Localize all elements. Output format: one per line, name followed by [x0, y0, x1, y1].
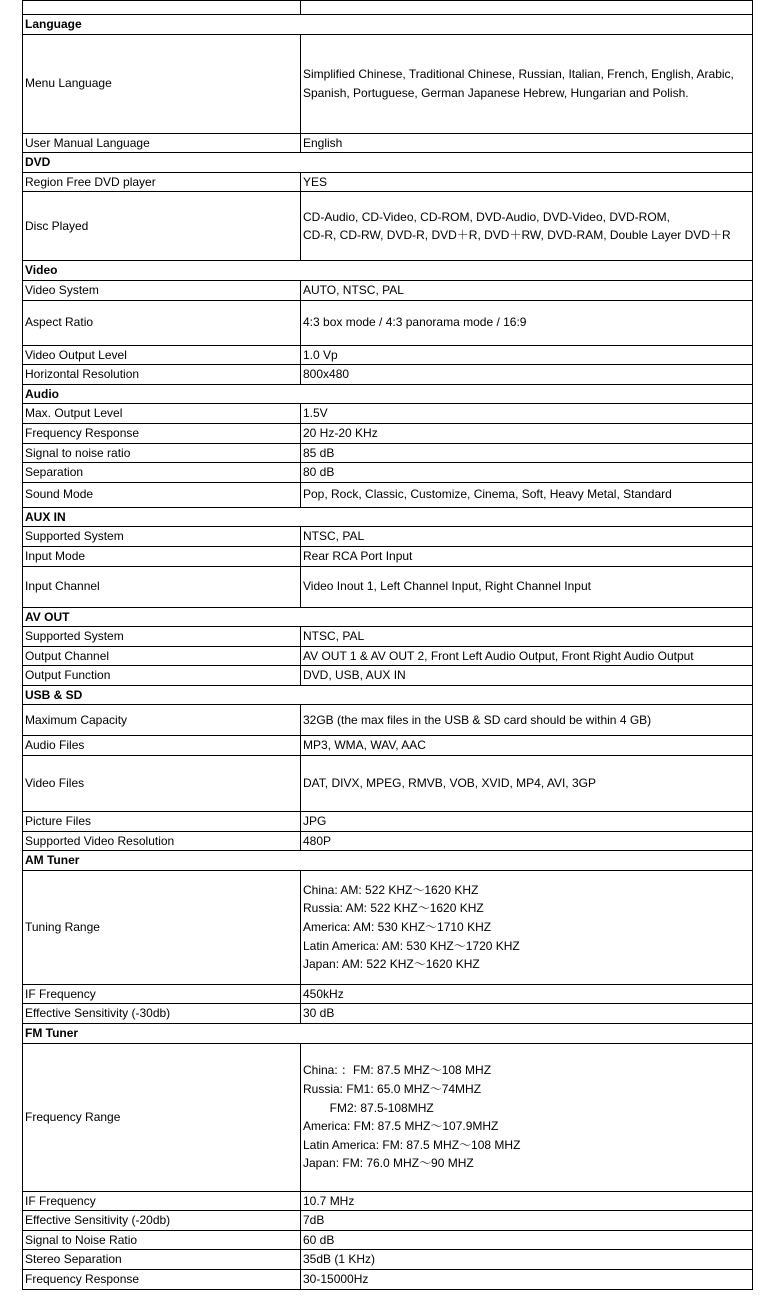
spec-value-line: JPG	[303, 814, 327, 829]
spec-label: Output Channel	[23, 646, 301, 666]
spec-row	[23, 133, 753, 153]
spec-label: Separation	[23, 463, 301, 483]
spec-table	[22, 0, 753, 1290]
section-title: Video	[23, 261, 753, 281]
section-title: AUX IN	[23, 507, 753, 527]
spec-value	[301, 1230, 753, 1250]
spec-value-line: 32GB (the max files in the USB & SD card should be within 4 GB)	[303, 713, 652, 728]
spec-value	[301, 627, 753, 647]
spec-row	[23, 463, 753, 483]
spec-row	[23, 365, 753, 385]
spec-row	[23, 812, 753, 832]
spec-value-line: 10.7 MHz	[303, 1193, 355, 1208]
spec-value-line: 450kHz	[303, 986, 344, 1001]
spec-label: Signal to Noise Ratio	[23, 1230, 301, 1250]
spec-value-line: YES	[303, 174, 328, 189]
spec-value-line: America: FM: 87.5 MHZ～107.9MHZ	[303, 1119, 499, 1134]
spec-row	[23, 280, 753, 300]
blank-cell	[301, 1, 753, 15]
spec-row	[23, 527, 753, 547]
spec-value	[301, 280, 753, 300]
spec-value-line: CD-Audio, CD-Video, CD-ROM, DVD-Audio, DVD-Video, DVD-ROM,	[303, 209, 670, 224]
spec-value	[301, 1211, 753, 1231]
spec-label: Video System	[23, 280, 301, 300]
spec-value-line: Pop, Rock, Classic, Customize, Cinema, Soft, Heavy Metal, Standard	[303, 487, 672, 502]
spec-label: Video Output Level	[23, 345, 301, 365]
spec-row	[23, 627, 753, 647]
spec-value-line: Rear RCA Port Input	[303, 548, 413, 563]
spec-row	[23, 345, 753, 365]
spec-value	[301, 133, 753, 153]
spec-row	[23, 870, 753, 984]
spec-row	[23, 831, 753, 851]
spec-value	[301, 443, 753, 463]
spec-label: Frequency Range	[23, 1043, 301, 1191]
spec-row	[23, 1250, 753, 1270]
section-header-row	[23, 1024, 753, 1044]
spec-value-line: 7dB	[303, 1213, 325, 1228]
spec-value-line: 35dB (1 KHz)	[303, 1252, 376, 1267]
spec-label: Input Mode	[23, 546, 301, 566]
spec-label: Tuning Range	[23, 870, 301, 984]
spec-value-line: 60 dB	[303, 1232, 335, 1247]
spec-label: Maximum Capacity	[23, 705, 301, 736]
spec-value-line: Simplified Chinese, Traditional Chinese, Russian, Italian, French, English, Arabic,	[303, 67, 734, 81]
spec-row	[23, 566, 753, 607]
spec-row	[23, 1004, 753, 1024]
spec-value-line: Japan: AM: 522 KHZ～1620 KHZ	[303, 957, 480, 972]
spec-row	[23, 482, 753, 507]
spec-label: User Manual Language	[23, 133, 301, 153]
section-header-row	[23, 851, 753, 871]
spec-label: IF Frequency	[23, 984, 301, 1004]
spec-value-line: AV OUT 1 & AV OUT 2, Front Left Audio Output, Front Right Audio Output	[303, 648, 694, 663]
spec-value	[301, 1191, 753, 1211]
spec-value	[301, 666, 753, 686]
spec-label: Supported System	[23, 527, 301, 547]
spec-value-line: MP3, WMA, WAV, AAC	[303, 738, 426, 753]
spec-value-line: Latin America: AM: 530 KHZ～1720 KHZ	[303, 938, 520, 953]
blank-cell	[23, 1, 301, 15]
section-title: Audio	[23, 384, 753, 404]
spec-row	[23, 756, 753, 812]
spec-value-line: English	[303, 135, 343, 150]
spec-label: Supported System	[23, 627, 301, 647]
spec-value	[301, 870, 753, 984]
section-title: USB & SD	[23, 685, 753, 705]
spec-value-line: 800x480	[303, 367, 350, 382]
spec-label: Menu Language	[23, 34, 301, 133]
spec-label: Aspect Ratio	[23, 300, 301, 345]
spec-label: Frequency Response	[23, 1270, 301, 1290]
spec-value-line: FM2: 87.5-108MHZ	[303, 1100, 434, 1115]
spec-value-line: 30 dB	[303, 1006, 335, 1021]
section-header-row	[23, 261, 753, 281]
spec-value	[301, 736, 753, 756]
spec-value-line: 85 dB	[303, 445, 335, 460]
spec-value	[301, 1004, 753, 1024]
spec-value	[301, 566, 753, 607]
spec-value-line: Spanish, Portuguese, German Japanese Hebrew, Hungarian and Polish.	[303, 85, 689, 100]
spec-label: Stereo Separation	[23, 1250, 301, 1270]
spec-value-line: America: AM: 530 KHZ～1710 KHZ	[303, 920, 492, 935]
spec-row	[23, 1230, 753, 1250]
spec-row	[23, 1270, 753, 1290]
spec-label: Video Files	[23, 756, 301, 812]
spec-label: Audio Files	[23, 736, 301, 756]
spec-value-line: 80 dB	[303, 465, 335, 480]
spec-value-line: Latin America: FM: 87.5 MHZ～108 MHZ	[303, 1137, 521, 1152]
spec-value	[301, 527, 753, 547]
section-header-row	[23, 685, 753, 705]
spec-value	[301, 404, 753, 424]
spec-row	[23, 34, 753, 133]
section-header-row	[23, 607, 753, 627]
blank-row	[23, 1, 753, 15]
spec-label: Max. Output Level	[23, 404, 301, 424]
spec-row	[23, 192, 753, 261]
spec-label: Horizontal Resolution	[23, 365, 301, 385]
section-header-row	[23, 384, 753, 404]
spec-row	[23, 736, 753, 756]
spec-label: Input Channel	[23, 566, 301, 607]
spec-value	[301, 463, 753, 483]
spec-label: Signal to noise ratio	[23, 443, 301, 463]
spec-value-line: 480P	[303, 833, 332, 848]
spec-row	[23, 423, 753, 443]
spec-row	[23, 1191, 753, 1211]
spec-value-line: NTSC, PAL	[303, 629, 365, 644]
spec-row	[23, 443, 753, 463]
spec-value-line: CD-R, CD-RW, DVD-R, DVD＋R, DVD＋RW, DVD-RAM, Double Layer DVD＋R	[303, 228, 731, 243]
spec-row	[23, 546, 753, 566]
spec-value	[301, 345, 753, 365]
spec-value	[301, 192, 753, 261]
section-title: FM Tuner	[23, 1024, 753, 1044]
spec-value-line: China: AM: 522 KHZ～1620 KHZ	[303, 882, 479, 897]
spec-value	[301, 300, 753, 345]
spec-value	[301, 705, 753, 736]
spec-value	[301, 423, 753, 443]
spec-label: Output Function	[23, 666, 301, 686]
spec-value-line: Russia: AM: 522 KHZ～1620 KHZ	[303, 901, 484, 916]
spec-value	[301, 546, 753, 566]
spec-row	[23, 705, 753, 736]
spec-value-line: 20 Hz-20 KHz	[303, 425, 378, 440]
spec-value-line: 30-15000Hz	[303, 1272, 369, 1286]
spec-value	[301, 1250, 753, 1270]
section-header-row	[23, 15, 753, 35]
spec-row	[23, 984, 753, 1004]
spec-label: Picture Files	[23, 812, 301, 832]
spec-value-line: Russia: FM1: 65.0 MHZ～74MHZ	[303, 1081, 482, 1096]
spec-value-line: China: ：FM: 87.5 MHZ～108 MHZ	[303, 1063, 492, 1078]
spec-value	[301, 482, 753, 507]
section-header-row	[23, 507, 753, 527]
spec-value-line: 1.0 Vp	[303, 347, 338, 362]
spec-row	[23, 646, 753, 666]
spec-row	[23, 404, 753, 424]
spec-row	[23, 300, 753, 345]
spec-label: Effective Sensitivity (-20db)	[23, 1211, 301, 1231]
spec-value	[301, 984, 753, 1004]
section-title: DVD	[23, 153, 753, 173]
spec-value	[301, 172, 753, 192]
spec-value	[301, 812, 753, 832]
spec-label: Effective Sensitivity (-30db)	[23, 1004, 301, 1024]
spec-value	[301, 1043, 753, 1191]
spec-value-line: DAT, DIVX, MPEG, RMVB, VOB, XVID, MP4, AVI, 3GP	[303, 776, 596, 791]
spec-value	[301, 1270, 753, 1290]
spec-row	[23, 666, 753, 686]
section-header-row	[23, 153, 753, 173]
spec-label: Region Free DVD player	[23, 172, 301, 192]
spec-value	[301, 34, 753, 133]
spec-value-line: 1.5V	[303, 406, 328, 421]
spec-value-line: Video Inout 1, Left Channel Input, Right Channel Input	[303, 579, 591, 594]
spec-value-line: AUTO, NTSC, PAL	[303, 282, 404, 297]
spec-value-line: NTSC, PAL	[303, 529, 365, 544]
spec-value	[301, 365, 753, 385]
spec-value	[301, 831, 753, 851]
spec-label: Sound Mode	[23, 482, 301, 507]
section-title: Language	[23, 15, 753, 35]
spec-label: Supported Video Resolution	[23, 831, 301, 851]
spec-value-line: 4:3 box mode / 4:3 panorama mode / 16:9	[303, 315, 527, 330]
spec-row	[23, 172, 753, 192]
spec-row	[23, 1211, 753, 1231]
spec-value-line: Japan: FM: 76.0 MHZ～90 MHZ	[303, 1156, 474, 1171]
spec-label: Frequency Response	[23, 423, 301, 443]
section-title: AM Tuner	[23, 851, 753, 871]
spec-label: IF Frequency	[23, 1191, 301, 1211]
spec-value	[301, 756, 753, 812]
spec-value	[301, 646, 753, 666]
spec-label: Disc Played	[23, 192, 301, 261]
spec-row	[23, 1043, 753, 1191]
section-title: AV OUT	[23, 607, 753, 627]
spec-value-line: DVD, USB, AUX IN	[303, 668, 406, 683]
